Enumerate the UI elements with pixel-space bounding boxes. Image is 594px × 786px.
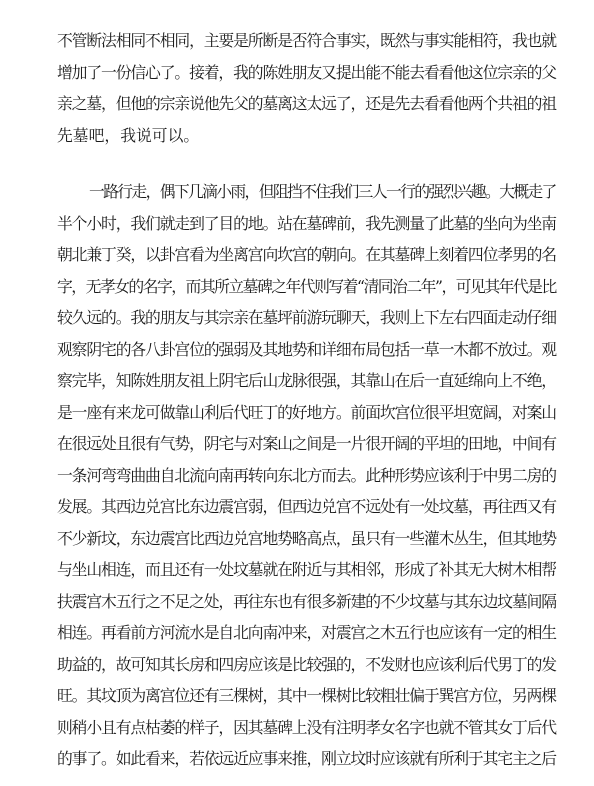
- text-line: 的事了。如此看来，若依远近应事来推，刚立坟时应该就有所利于其宅主之后: [57, 749, 556, 768]
- text-line: 增加了一份信心了。接着，我的陈姓朋友又提出能不能去看看他这位宗亲的父: [57, 62, 556, 82]
- text-line: 是一座有来龙可做靠山利后代旺丁的好地方。前面坎宫位很平坦宽阔，对案山: [57, 402, 556, 422]
- text-line: 在很远处且很有气势，阴宅与对案山之间是一片很开阔的平坦的田地，中间有: [57, 434, 556, 453]
- text-line: 与坐山相连，而且还有一处坟墓就在附近与其相邻，形成了补其无大树木相帮: [57, 560, 556, 579]
- paragraph-2: [57, 176, 557, 775]
- text-line: 观察阴宅的各八卦宫位的强弱及其地势和详细布局包括一草一木都不放过。观: [57, 339, 556, 359]
- paragraph-1: [57, 25, 557, 151]
- text-line: 先墓吧，我说可以。: [57, 125, 200, 145]
- text-line: 半个小时，我们就走到了目的地。站在墓碑前，我先测量了此墓的坐向为坐南: [57, 213, 556, 233]
- text-line: 察完毕，知陈姓朋友祖上阴宅后山龙脉很强，其靠山在后一直延绵向上不绝，: [57, 371, 556, 390]
- text-line: 助益的，故可知其长房和四房应该是比较强的，不发财也应该利后代男丁的发: [57, 654, 556, 674]
- text-line: 发展。其西边兑宫比东边震宫弱，但西边兑宫不远处有一处坟墓，再往西又有: [57, 497, 556, 516]
- text-line: 朝北兼丁癸，以卦宫看为坐离宫向坎宫的朝向。在其墓碑上刻着四位孝男的名: [57, 245, 556, 264]
- text-line: 扶震宫木五行之不足之处，再往东也有很多新建的不少坟墓与其东边坟墓间隔: [57, 591, 556, 611]
- text-line: 亲之墓，但他的宗亲说他先父的墓离这太远了，还是先去看看他两个共祖的祖: [57, 94, 556, 113]
- text-line: 一路行走，偶下几滴小雨，但阻挡不住我们三人一行的强烈兴趣。大概走了: [89, 182, 556, 201]
- text-line: 较久远的。我的朋友与其宗亲在墓坪前游玩聊天，我则上下左右四面走动仔细: [57, 308, 556, 327]
- text-line: 相连。再看前方河流水是自北向南冲来，对震宫之木五行也应该有一定的相生: [57, 623, 556, 642]
- text-line: 则稍小且有点枯萎的样子，因其墓碑上没有注明孝女名字也就不管其女丁后代: [57, 717, 556, 737]
- text-line: 字，无孝女的名字，而其所立墓碑之年代则写着“清同治二年”，可见其年代是比: [57, 276, 556, 296]
- text-line: 不少新坟，东边震宫比西边兑宫地势略高点，虽只有一些灌木丛生，但其地势: [57, 528, 556, 548]
- text-line: 不管断法相同不相同，主要是所断是否符合事实，既然与事实能相符，我也就: [57, 31, 556, 50]
- text-line: 一条河弯弯曲曲自北流向南再转向东北方而去。此种形势应该利于中男二房的: [57, 465, 556, 485]
- text-line: 旺。其坟顶为离宫位还有三棵树，其中一棵树比较粗壮偏于巽宫方位，另两棵: [57, 686, 556, 705]
